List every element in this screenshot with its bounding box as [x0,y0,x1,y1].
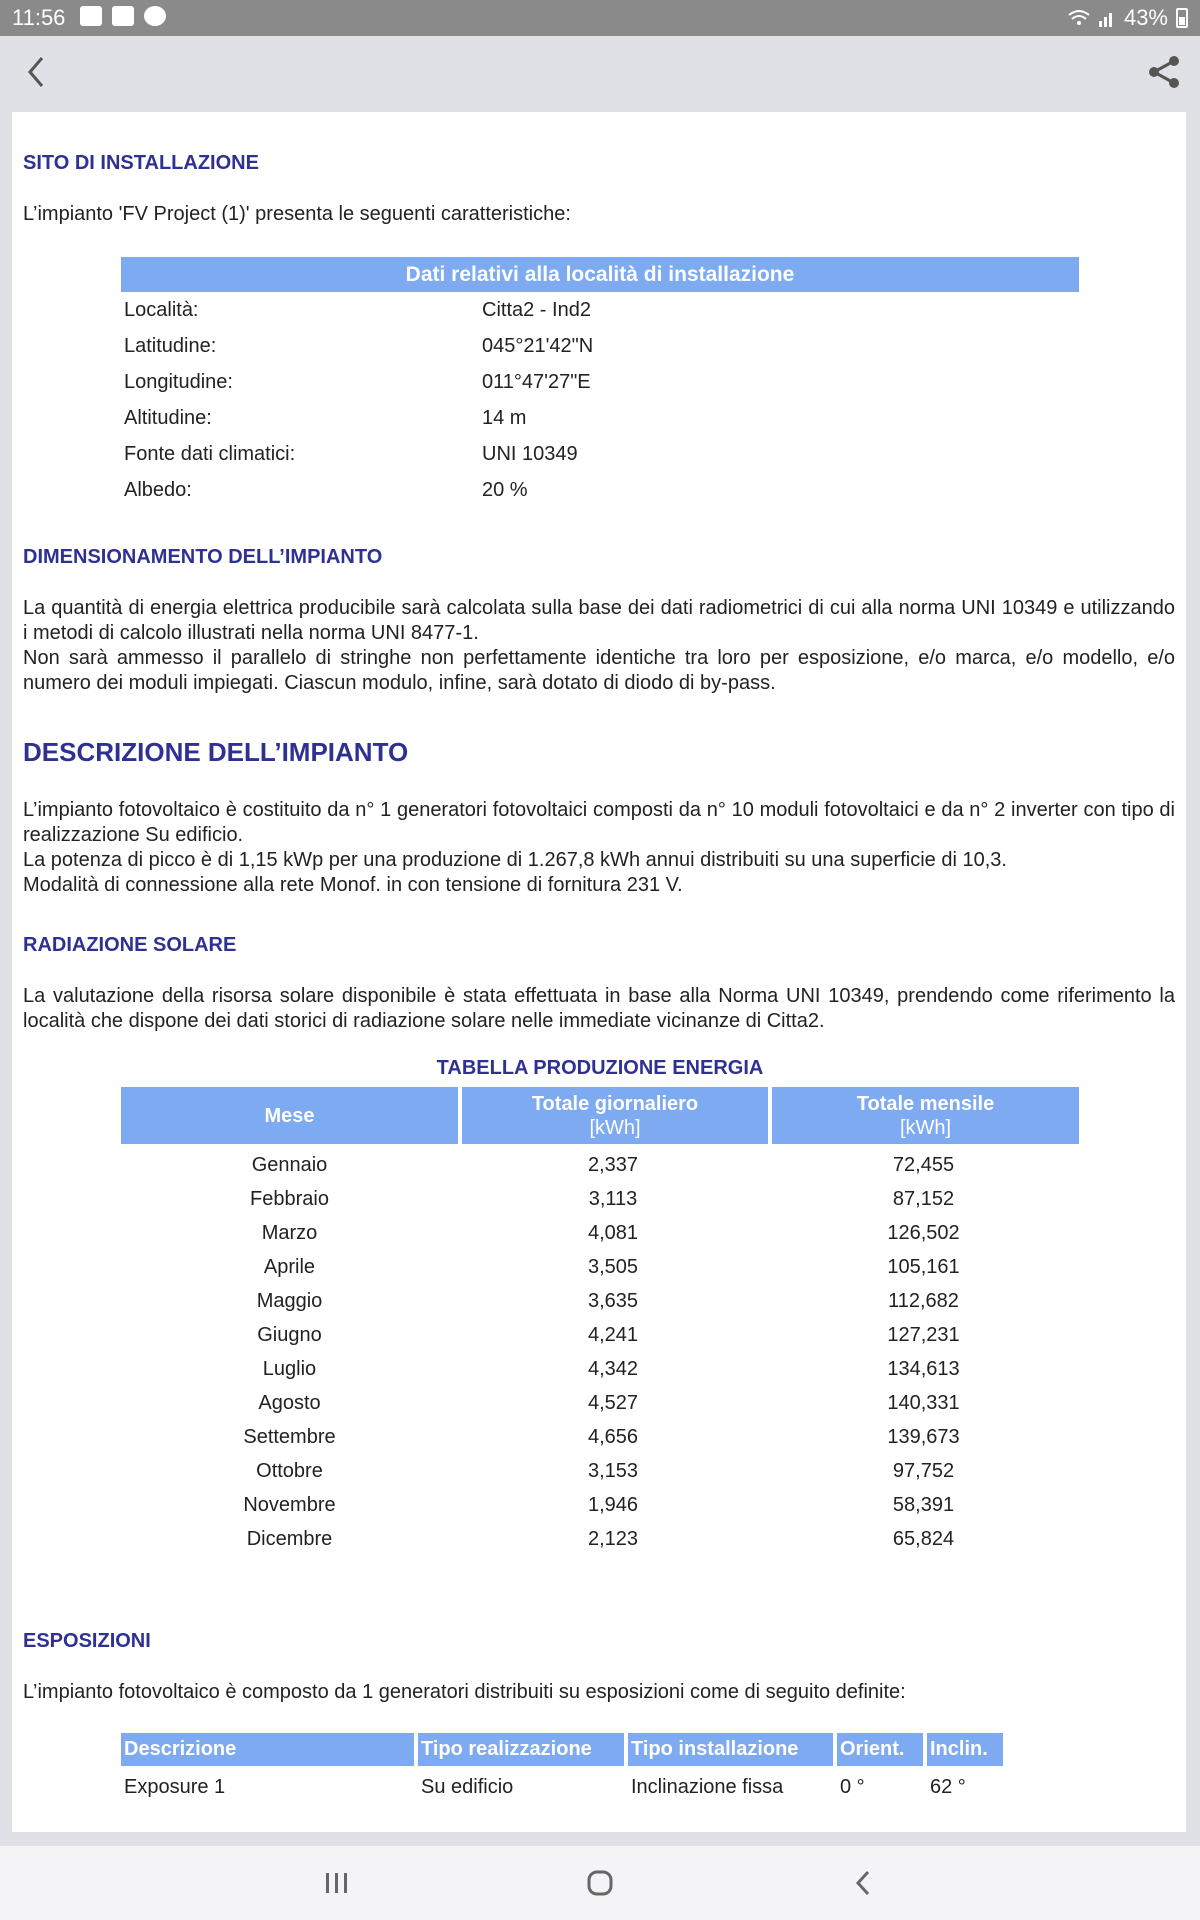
recents-button[interactable] [307,1860,367,1906]
header-totale-mensile: Totale mensile [kWh] [772,1087,1079,1144]
location-value: 20 % [482,479,528,501]
signal-icon [1098,9,1116,27]
header-tipo-realizzazione: Tipo realizzazione [418,1733,624,1766]
location-value: 045°21'42"N [482,335,594,357]
location-label: Longitudine: [124,371,233,393]
header-mese: Mese [121,1087,458,1144]
descrizione-paragraph: Modalità di connessione alla rete Monof. in con tensione di fornitura 231 V. [23,874,683,896]
table-row: Marzo 4,081 126,502 [261,1222,960,1244]
battery-percent: 43% [1123,5,1168,30]
sito-intro: L’impianto 'FV Project (1)' presenta le seguenti caratteristiche: [23,203,571,225]
table-row: Luglio 4,342 134,613 [262,1358,960,1380]
wifi-icon [1068,9,1090,27]
location-label: Fonte dati climatici: [124,443,296,465]
toolbar [0,36,1200,108]
table-row: Maggio 3,635 112,682 [256,1290,959,1312]
location-value: 14 m [482,407,527,429]
location-row [121,328,1079,364]
back-icon [855,1870,871,1896]
recents-icon [324,1872,350,1894]
esposizioni-intro: L’impianto fotovoltaico è composto da 1 generatori distribuiti su esposizioni come di seguito definite: [23,1681,906,1703]
exposure-descrizione: Exposure 1 [124,1776,226,1798]
home-button[interactable] [570,1860,630,1906]
location-row [121,472,1079,508]
dimensionamento-paragraph: La quantità di energia elettrica producibile sarà calcolata sulla base dei dati radiometrici di cui alla norma UNI 10349 e utilizzando i metodi di calcolo illustrati nella norma UNI 8477-1. [23,597,1175,644]
location-row [121,364,1079,400]
report-page [12,112,1186,1832]
back-button[interactable] [0,36,72,108]
descrizione-paragraph: La potenza di picco è di 1,15 kWp per una produzione di 1.267,8 kWh annui distribuiti su una superficie di 10,3. [23,849,1007,871]
table-row: Novembre 1,946 58,391 [243,1494,955,1516]
youtube-icon [112,6,134,26]
section-title-sito: SITO DI INSTALLAZIONE [23,152,259,174]
exposure-table-header [121,1733,1007,1766]
location-row [121,400,1079,436]
location-value: UNI 10349 [482,443,578,465]
descrizione-body [23,798,1175,898]
table-row: Ottobre 3,153 97,752 [256,1460,955,1482]
location-value: Citta2 - Ind2 [482,299,591,321]
battery-icon [1176,8,1188,28]
location-table [121,257,1079,508]
table-row: Dicembre 2,123 65,824 [246,1528,955,1550]
location-label: Latitudine: [124,335,217,357]
nav-back-button[interactable] [833,1860,893,1906]
app-icon [144,6,166,26]
table-row: Aprile 3,505 105,161 [263,1256,960,1278]
location-row [121,292,1079,328]
table-row [121,1770,1007,1804]
location-table-header: Dati relativi alla località di installazione [121,257,1079,292]
descrizione-paragraph: L’impianto fotovoltaico è costituito da n° 1 generatori fotovoltaici composti da n° 10 moduli fotovoltaici e da n° 2 inverter con tipo di realizzazione Su edificio. [23,799,1175,846]
exposure-inclin: 62 ° [930,1776,966,1798]
section-title-radiazione: RADIAZIONE SOLARE [23,934,237,956]
section-title-dimensionamento: DIMENSIONAMENTO DELL’IMPIANTO [23,546,383,568]
location-label: Albedo: [124,479,192,501]
location-label: Località: [124,299,199,321]
gallery-icon [80,6,102,26]
status-bar [0,0,1200,36]
chevron-left-icon [26,56,46,88]
energy-table-title: TABELLA PRODUZIONE ENERGIA [436,1057,764,1079]
header-totale-giornaliero: Totale giornaliero [kWh] [462,1087,768,1144]
table-row: Gennaio 2,337 72,455 [251,1154,955,1176]
section-title-esposizioni: ESPOSIZIONI [23,1630,151,1652]
share-button[interactable] [1128,36,1200,108]
energy-table-header [121,1087,1079,1144]
share-icon [1146,54,1182,90]
dimensionamento-paragraph: Non sarà ammesso il parallelo di stringhe non perfettamente identiche tra loro per esposizione, e/o marca, e/o modello, e/o numero dei moduli impiegati. Ciascun modulo, infine, sarà dotato di diodo di by-pass. [23,647,1175,694]
location-value: 011°47'27"E [482,371,591,393]
navigation-bar [0,1846,1200,1920]
header-inclin: Inclin. [927,1733,1003,1766]
exposure-tipo-realizzazione: Su edificio [421,1776,514,1798]
status-time: 11:56 [12,5,66,30]
table-row: Giugno 4,241 127,231 [257,1324,960,1346]
exposure-tipo-installazione: Inclinazione fissa [631,1776,784,1798]
dimensionamento-body [23,596,1175,696]
header-descrizione: Descrizione [121,1733,414,1766]
header-orient: Orient. [837,1733,923,1766]
header-tipo-installazione: Tipo installazione [628,1733,833,1766]
exposure-orient: 0 ° [840,1776,865,1798]
table-row: Febbraio 3,113 87,152 [250,1188,955,1210]
location-row [121,436,1079,472]
energy-table-body [121,1148,1079,1556]
home-icon [586,1869,614,1897]
radiazione-paragraph: La valutazione della risorsa solare disponibile è stata effettuata in base alla Norma UNI 10349, prendendo come riferimento la località che dispone dei dati storici di radiazione solare nelle immediate vicinanze di Citta2. [23,985,1175,1032]
location-label: Altitudine: [124,407,212,429]
table-row: Agosto 4,527 140,331 [258,1392,960,1414]
table-row: Settembre 4,656 139,673 [243,1426,960,1448]
section-title-descrizione: DESCRIZIONE DELL’IMPIANTO [23,737,409,767]
